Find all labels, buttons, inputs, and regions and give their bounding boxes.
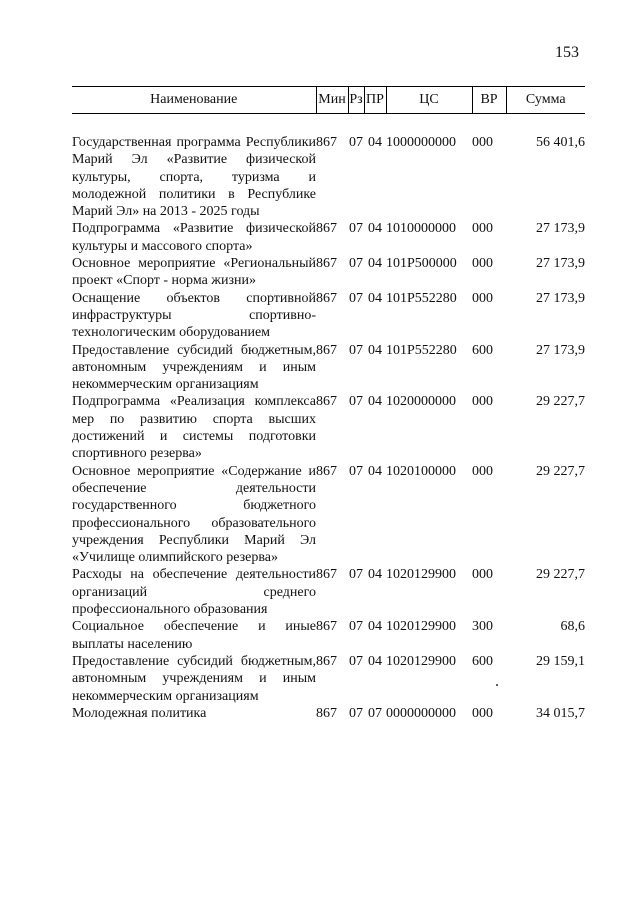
row-vr-cell: 300	[472, 619, 493, 635]
row-vr-cell: 000	[472, 290, 493, 306]
row-cs-cell: 1020129900	[386, 567, 456, 583]
row-cs-cell: 1020100000	[386, 463, 456, 479]
row-vr-cell: 000	[472, 463, 493, 479]
row-rz-cell: 07	[349, 567, 363, 583]
row-pr-cell: 04	[368, 394, 382, 410]
header-min: Мин	[316, 87, 348, 114]
row-pr-cell: 04	[368, 256, 382, 272]
row-min-cell: 867	[316, 653, 337, 669]
row-sum-cell: 27 173,9	[536, 256, 585, 272]
row-min-cell: 867	[316, 705, 337, 721]
row-name-cell: Основное мероприятие «Региональный проект «Спорт - норма жизни»	[72, 256, 316, 289]
row-vr-cell: 000	[472, 221, 493, 237]
row-rz-cell: 07	[349, 135, 363, 150]
row-pr-cell: 04	[368, 342, 382, 358]
table-row	[72, 290, 585, 342]
row-rz-cell: 07	[349, 342, 363, 358]
row-name-cell: Оснащение объектов спортивной инфраструктуры спортивно-технологическим оборудованием	[72, 290, 316, 341]
row-rz-cell: 07	[349, 394, 363, 410]
row-pr-cell: 04	[368, 290, 382, 306]
header-name: Наименование	[72, 87, 316, 114]
header-cs: ЦС	[386, 87, 472, 114]
header-vr: ВР	[472, 87, 506, 114]
row-sum-cell: 29 159,1	[536, 653, 585, 669]
row-name-cell: Подпрограмма «Реализация комплекса мер по развитию спорта высших достижений и системы подготовки спортивного резерва»	[72, 394, 316, 462]
row-name-cell: Государственная программа Республики Марий Эл «Развитие физической культуры, спорта, туризма и молодежной политики в Республике Марий Эл» на 2013 - 2025 годы	[72, 135, 316, 220]
row-pr-cell: 04	[368, 135, 382, 150]
row-min-cell: 867	[316, 567, 337, 583]
row-sum-cell: 56 401,6	[536, 135, 585, 150]
table-header-row	[72, 87, 585, 114]
table-row	[72, 134, 585, 220]
row-vr-cell: 000	[472, 394, 493, 410]
row-name-cell: Подпрограмма «Развитие физической культуры и массового спорта»	[72, 221, 316, 254]
row-vr-cell: 600	[472, 653, 493, 669]
row-min-cell: 867	[316, 394, 337, 410]
row-cs-cell: 101P552280	[386, 342, 457, 358]
row-min-cell: 867	[316, 135, 337, 150]
row-cs-cell: 101P552280	[386, 290, 457, 306]
row-rz-cell: 07	[349, 221, 363, 237]
page-number: 153	[555, 44, 579, 61]
row-sum-cell: 29 227,7	[536, 394, 585, 410]
row-sum-cell: 27 173,9	[536, 342, 585, 358]
row-sum-cell: 29 227,7	[536, 567, 585, 583]
row-name-cell: Предоставление субсидий бюджетным, автономным учреждениям и иным некоммерческим организациям	[72, 653, 316, 704]
row-pr-cell: 04	[368, 567, 382, 583]
row-sum-cell: 27 173,9	[536, 290, 585, 306]
row-min-cell: 867	[316, 290, 337, 306]
row-min-cell: 867	[316, 619, 337, 635]
row-sum-cell: 34 015,7	[536, 705, 585, 721]
row-rz-cell: 07	[349, 619, 363, 635]
row-min-cell: 867	[316, 256, 337, 272]
row-cs-cell: 1000000000	[386, 135, 456, 150]
table-row	[72, 463, 585, 567]
row-sum-cell: 29 227,7	[536, 463, 585, 479]
row-pr-cell: 04	[368, 653, 382, 669]
row-name-cell: Молодежная политика	[72, 705, 207, 721]
row-rz-cell: 07	[349, 653, 363, 669]
budget-table	[72, 86, 585, 722]
row-pr-cell: 07	[368, 705, 382, 721]
row-min-cell: 867	[316, 342, 337, 358]
row-rz-cell: 07	[349, 463, 363, 479]
row-rz-cell: 07	[349, 256, 363, 272]
table-row	[72, 342, 585, 394]
row-pr-cell: 04	[368, 619, 382, 635]
row-cs-cell: 101P500000	[386, 256, 457, 272]
row-vr-cell: 000	[472, 256, 493, 272]
row-cs-cell: 1020129900	[386, 653, 456, 669]
scan-dot	[496, 684, 498, 686]
row-rz-cell: 07	[349, 705, 363, 721]
row-name-cell: Расходы на обеспечение деятельности организаций среднего профессионального образования	[72, 567, 316, 618]
header-rz: Рз	[348, 87, 364, 114]
header-sum: Сумма	[506, 87, 585, 114]
header-pr: ПР	[364, 87, 386, 114]
row-cs-cell: 1020129900	[386, 619, 456, 635]
table-row	[72, 220, 585, 255]
row-cs-cell: 0000000000	[386, 705, 456, 721]
row-vr-cell: 000	[472, 705, 493, 721]
row-name-cell: Предоставление субсидий бюджетным, автономным учреждениям и иным некоммерческим организациям	[72, 342, 316, 393]
row-pr-cell: 04	[368, 221, 382, 237]
row-rz-cell: 07	[349, 290, 363, 306]
row-sum-cell: 27 173,9	[536, 221, 585, 237]
table-row	[72, 653, 585, 705]
row-name-cell: Основное мероприятие «Содержание и обеспечение деятельности государственного бюджетного профессионального образовательного учреждения Республики Марий Эл «Училище олимпийского резерва»	[72, 463, 316, 566]
table-row	[72, 618, 585, 653]
row-min-cell: 867	[316, 221, 337, 237]
row-cs-cell: 1020000000	[386, 394, 456, 410]
table-row	[72, 566, 585, 618]
row-vr-cell: 000	[472, 567, 493, 583]
table-row	[72, 393, 585, 462]
row-name-cell: Социальное обеспечение и иные выплаты населению	[72, 619, 316, 652]
row-vr-cell: 000	[472, 135, 493, 150]
spacer-row	[72, 114, 585, 135]
row-vr-cell: 600	[472, 342, 493, 358]
row-sum-cell: 68,6	[560, 619, 585, 635]
row-cs-cell: 1010000000	[386, 221, 456, 237]
table-row	[72, 255, 585, 290]
row-min-cell: 867	[316, 463, 337, 479]
table-row	[72, 705, 585, 722]
row-pr-cell: 04	[368, 463, 382, 479]
